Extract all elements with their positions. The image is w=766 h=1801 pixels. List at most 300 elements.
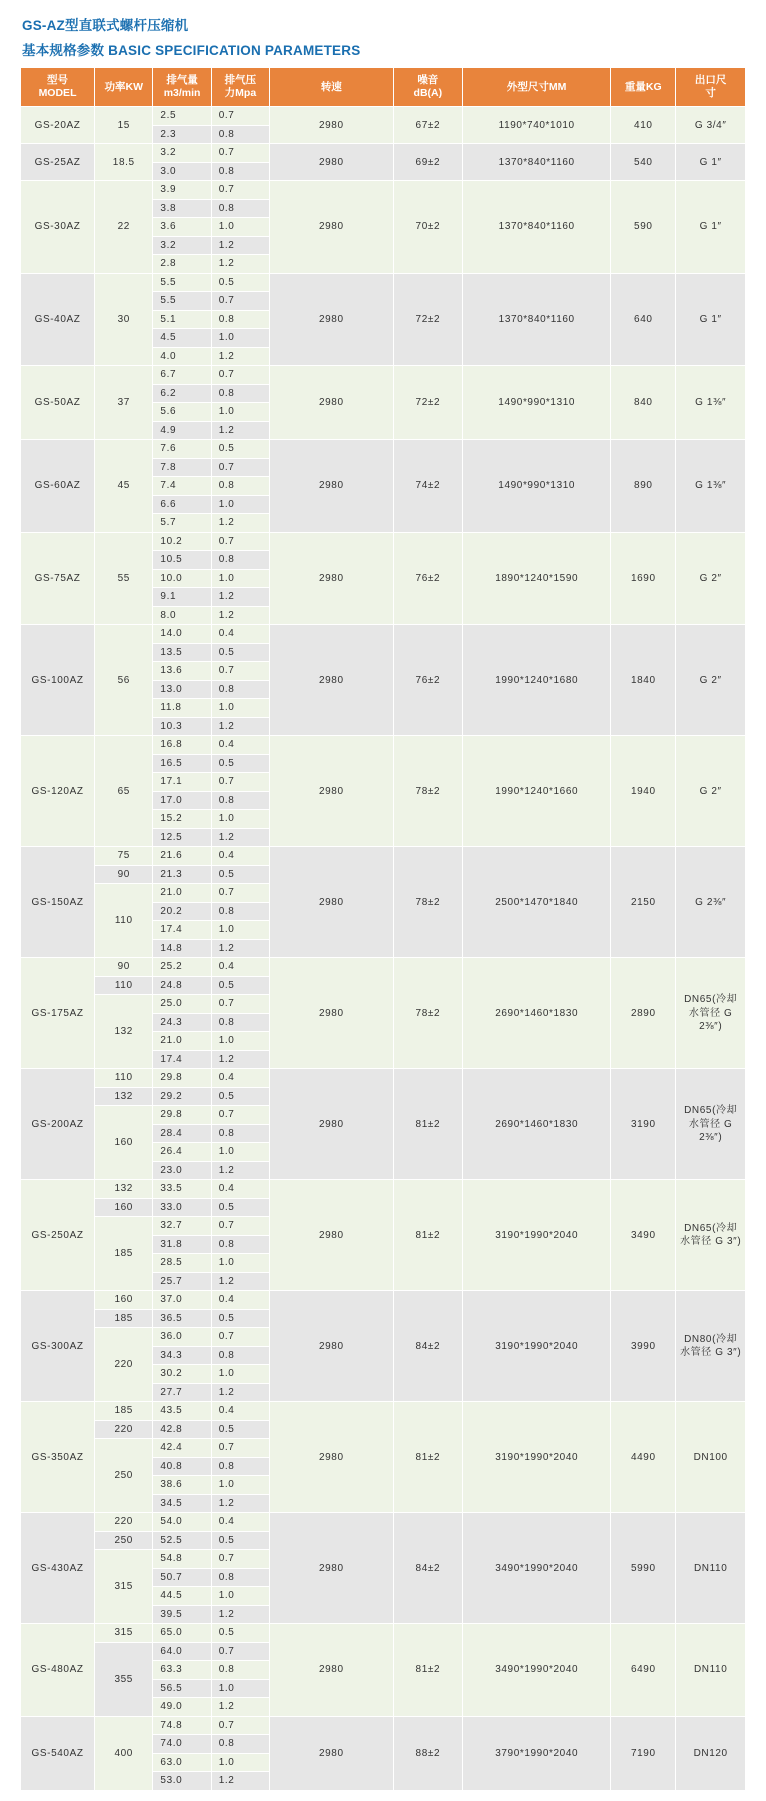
cell-weight: 1940 <box>611 736 676 847</box>
cell-pressure: 1.2 <box>211 1772 269 1791</box>
column-header-line2: MODEL <box>38 87 77 100</box>
cell-outlet: G 1″ <box>676 181 746 274</box>
cell-power: 250 <box>95 1439 153 1513</box>
cell-flow: 49.0 <box>153 1698 211 1717</box>
cell-pressure: 0.4 <box>211 625 269 644</box>
column-header-flow <box>153 68 211 107</box>
cell-flow: 53.0 <box>153 1772 211 1791</box>
cell-pressure: 0.7 <box>211 458 269 477</box>
cell-dimensions: 1370*840*1160 <box>463 181 611 274</box>
cell-flow: 28.5 <box>153 1254 211 1273</box>
cell-flow: 13.0 <box>153 680 211 699</box>
cell-weight: 1840 <box>611 625 676 736</box>
cell-pressure: 0.8 <box>211 125 269 144</box>
cell-outlet: DN65(冷却水管径 G 3″) <box>676 1180 746 1291</box>
cell-power: 132 <box>95 995 153 1069</box>
cell-noise: 81±2 <box>393 1069 463 1180</box>
cell-power: 56 <box>95 625 153 736</box>
cell-flow: 3.0 <box>153 162 211 181</box>
column-header-line1: 重量KG <box>624 80 662 93</box>
cell-dimensions: 2690*1460*1830 <box>463 1069 611 1180</box>
cell-power: 315 <box>95 1550 153 1624</box>
cell-flow: 63.3 <box>153 1661 211 1680</box>
cell-flow: 54.8 <box>153 1550 211 1569</box>
cell-pressure: 0.7 <box>211 884 269 903</box>
cell-pressure: 0.8 <box>211 551 269 570</box>
cell-pressure: 0.4 <box>211 1513 269 1532</box>
cell-flow: 29.8 <box>153 1069 211 1088</box>
cell-pressure: 0.7 <box>211 1106 269 1125</box>
table-row <box>21 366 746 385</box>
cell-speed: 2980 <box>270 1291 393 1402</box>
cell-pressure: 0.8 <box>211 1457 269 1476</box>
cell-flow: 52.5 <box>153 1531 211 1550</box>
cell-dimensions: 3190*1990*2040 <box>463 1180 611 1291</box>
cell-power: 160 <box>95 1291 153 1310</box>
cell-flow: 21.3 <box>153 865 211 884</box>
cell-speed: 2980 <box>270 958 393 1069</box>
cell-pressure: 0.8 <box>211 680 269 699</box>
cell-power: 22 <box>95 181 153 274</box>
table-row <box>21 440 746 459</box>
cell-pressure: 1.0 <box>211 329 269 348</box>
cell-flow: 10.3 <box>153 717 211 736</box>
column-header-line1: 型号 <box>47 74 69 86</box>
cell-weight: 1690 <box>611 532 676 625</box>
cell-pressure: 1.2 <box>211 606 269 625</box>
cell-power: 160 <box>95 1198 153 1217</box>
cell-outlet: G 2″ <box>676 736 746 847</box>
cell-noise: 84±2 <box>393 1513 463 1624</box>
cell-model: GS-20AZ <box>21 107 95 144</box>
cell-pressure: 0.4 <box>211 1291 269 1310</box>
cell-flow: 10.0 <box>153 569 211 588</box>
cell-flow: 29.8 <box>153 1106 211 1125</box>
column-header-model <box>21 68 95 107</box>
table-row <box>21 144 746 163</box>
cell-pressure: 0.7 <box>211 107 269 126</box>
cell-flow: 21.6 <box>153 847 211 866</box>
cell-weight: 6490 <box>611 1624 676 1717</box>
cell-flow: 37.0 <box>153 1291 211 1310</box>
column-header-line2: 寸 <box>705 87 716 100</box>
cell-pressure: 1.2 <box>211 1605 269 1624</box>
table-row <box>21 958 746 977</box>
cell-flow: 34.3 <box>153 1346 211 1365</box>
cell-speed: 2980 <box>270 144 393 181</box>
column-header-line1: 转速 <box>320 80 342 93</box>
cell-weight: 3990 <box>611 1291 676 1402</box>
cell-weight: 3490 <box>611 1180 676 1291</box>
cell-outlet: DN100 <box>676 1402 746 1513</box>
cell-flow: 20.2 <box>153 902 211 921</box>
cell-speed: 2980 <box>270 273 393 366</box>
cell-pressure: 0.8 <box>211 1346 269 1365</box>
cell-pressure: 0.7 <box>211 995 269 1014</box>
cell-power: 220 <box>95 1328 153 1402</box>
cell-pressure: 0.7 <box>211 1642 269 1661</box>
cell-weight: 410 <box>611 107 676 144</box>
cell-model: GS-60AZ <box>21 440 95 533</box>
cell-power: 37 <box>95 366 153 440</box>
cell-speed: 2980 <box>270 1402 393 1513</box>
cell-pressure: 0.5 <box>211 1531 269 1550</box>
cell-pressure: 0.5 <box>211 273 269 292</box>
cell-pressure: 1.0 <box>211 569 269 588</box>
cell-flow: 9.1 <box>153 588 211 607</box>
cell-flow: 17.0 <box>153 791 211 810</box>
cell-pressure: 1.0 <box>211 699 269 718</box>
table-row <box>21 273 746 292</box>
cell-flow: 17.1 <box>153 773 211 792</box>
cell-noise: 67±2 <box>393 107 463 144</box>
cell-power: 55 <box>95 532 153 625</box>
cell-outlet: G 1″ <box>676 273 746 366</box>
cell-weight: 640 <box>611 273 676 366</box>
cell-dimensions: 3190*1990*2040 <box>463 1402 611 1513</box>
column-header-speed <box>270 68 393 107</box>
cell-dimensions: 1490*990*1310 <box>463 440 611 533</box>
table-row <box>21 1716 746 1735</box>
cell-flow: 5.7 <box>153 514 211 533</box>
cell-flow: 38.6 <box>153 1476 211 1495</box>
column-header-line2: 力Mpa <box>224 87 257 100</box>
cell-model: GS-100AZ <box>21 625 95 736</box>
cell-pressure: 1.2 <box>211 1050 269 1069</box>
cell-model: GS-150AZ <box>21 847 95 958</box>
cell-power: 18.5 <box>95 144 153 181</box>
cell-dimensions: 1190*740*1010 <box>463 107 611 144</box>
cell-pressure: 1.2 <box>211 421 269 440</box>
cell-flow: 2.5 <box>153 107 211 126</box>
cell-power: 45 <box>95 440 153 533</box>
cell-model: GS-175AZ <box>21 958 95 1069</box>
cell-pressure: 1.2 <box>211 347 269 366</box>
cell-noise: 81±2 <box>393 1180 463 1291</box>
cell-noise: 76±2 <box>393 532 463 625</box>
cell-weight: 3190 <box>611 1069 676 1180</box>
cell-outlet: G 2⅜″ <box>676 847 746 958</box>
column-header-line1: 外型尺寸MM <box>506 80 567 93</box>
cell-pressure: 0.7 <box>211 1439 269 1458</box>
cell-flow: 33.0 <box>153 1198 211 1217</box>
cell-pressure: 0.8 <box>211 902 269 921</box>
cell-pressure: 0.5 <box>211 1087 269 1106</box>
cell-speed: 2980 <box>270 1716 393 1790</box>
cell-speed: 2980 <box>270 736 393 847</box>
cell-pressure: 0.8 <box>211 384 269 403</box>
cell-noise: 84±2 <box>393 1291 463 1402</box>
cell-flow: 13.5 <box>153 643 211 662</box>
cell-flow: 4.5 <box>153 329 211 348</box>
cell-outlet: DN65(冷却水管径 G 2⅜″) <box>676 1069 746 1180</box>
cell-power: 110 <box>95 976 153 995</box>
cell-flow: 5.5 <box>153 292 211 311</box>
cell-pressure: 0.7 <box>211 1328 269 1347</box>
cell-pressure: 1.0 <box>211 403 269 422</box>
cell-pressure: 1.2 <box>211 717 269 736</box>
cell-noise: 69±2 <box>393 144 463 181</box>
cell-flow: 36.0 <box>153 1328 211 1347</box>
cell-outlet: G 1″ <box>676 144 746 181</box>
specification-table <box>20 67 746 1791</box>
cell-dimensions: 1990*1240*1660 <box>463 736 611 847</box>
cell-flow: 74.0 <box>153 1735 211 1754</box>
cell-flow: 11.8 <box>153 699 211 718</box>
cell-noise: 81±2 <box>393 1402 463 1513</box>
cell-pressure: 0.5 <box>211 1420 269 1439</box>
cell-power: 90 <box>95 865 153 884</box>
table-row <box>21 1291 746 1310</box>
cell-flow: 21.0 <box>153 1032 211 1051</box>
cell-power: 15 <box>95 107 153 144</box>
cell-flow: 65.0 <box>153 1624 211 1643</box>
cell-power: 75 <box>95 847 153 866</box>
cell-flow: 21.0 <box>153 884 211 903</box>
cell-flow: 31.8 <box>153 1235 211 1254</box>
cell-power: 220 <box>95 1513 153 1532</box>
cell-model: GS-25AZ <box>21 144 95 181</box>
cell-pressure: 0.4 <box>211 736 269 755</box>
cell-weight: 590 <box>611 181 676 274</box>
cell-model: GS-480AZ <box>21 1624 95 1717</box>
column-header-line1: 排气量 <box>166 74 198 86</box>
cell-pressure: 0.7 <box>211 1217 269 1236</box>
cell-speed: 2980 <box>270 625 393 736</box>
table-row <box>21 1624 746 1643</box>
cell-flow: 17.4 <box>153 1050 211 1069</box>
cell-pressure: 0.5 <box>211 754 269 773</box>
cell-pressure: 1.2 <box>211 1383 269 1402</box>
cell-pressure: 0.7 <box>211 773 269 792</box>
cell-dimensions: 1490*990*1310 <box>463 366 611 440</box>
cell-weight: 2890 <box>611 958 676 1069</box>
column-header-line1: 排气压 <box>224 74 257 86</box>
cell-pressure: 0.8 <box>211 1124 269 1143</box>
cell-outlet: DN120 <box>676 1716 746 1790</box>
cell-flow: 3.6 <box>153 218 211 237</box>
cell-flow: 25.0 <box>153 995 211 1014</box>
cell-model: GS-250AZ <box>21 1180 95 1291</box>
column-header-noise <box>393 68 463 107</box>
cell-noise: 72±2 <box>393 273 463 366</box>
cell-power: 65 <box>95 736 153 847</box>
cell-outlet: G 1⅜″ <box>676 366 746 440</box>
cell-flow: 50.7 <box>153 1568 211 1587</box>
cell-power: 132 <box>95 1180 153 1199</box>
cell-model: GS-430AZ <box>21 1513 95 1624</box>
cell-flow: 4.0 <box>153 347 211 366</box>
cell-dimensions: 1890*1240*1590 <box>463 532 611 625</box>
cell-flow: 17.4 <box>153 921 211 940</box>
cell-pressure: 0.4 <box>211 1402 269 1421</box>
cell-flow: 39.5 <box>153 1605 211 1624</box>
cell-pressure: 0.7 <box>211 1550 269 1569</box>
cell-pressure: 0.7 <box>211 662 269 681</box>
cell-model: GS-350AZ <box>21 1402 95 1513</box>
cell-flow: 7.6 <box>153 440 211 459</box>
cell-flow: 56.5 <box>153 1679 211 1698</box>
column-header-line1: 噪音 <box>417 74 439 86</box>
cell-weight: 7190 <box>611 1716 676 1790</box>
cell-flow: 2.3 <box>153 125 211 144</box>
cell-pressure: 1.0 <box>211 218 269 237</box>
cell-speed: 2980 <box>270 847 393 958</box>
cell-pressure: 1.2 <box>211 1494 269 1513</box>
cell-weight: 540 <box>611 144 676 181</box>
table-row <box>21 181 746 200</box>
cell-noise: 78±2 <box>393 736 463 847</box>
cell-dimensions: 2500*1470*1840 <box>463 847 611 958</box>
cell-flow: 10.5 <box>153 551 211 570</box>
cell-flow: 3.2 <box>153 144 211 163</box>
cell-flow: 5.5 <box>153 273 211 292</box>
column-header-line2: dB(A) <box>413 87 443 100</box>
cell-weight: 4490 <box>611 1402 676 1513</box>
table-row <box>21 107 746 126</box>
cell-flow: 23.0 <box>153 1161 211 1180</box>
table-row <box>21 736 746 755</box>
cell-flow: 74.8 <box>153 1716 211 1735</box>
cell-flow: 29.2 <box>153 1087 211 1106</box>
cell-pressure: 0.5 <box>211 1309 269 1328</box>
table-body <box>21 107 746 1791</box>
cell-pressure: 0.4 <box>211 1069 269 1088</box>
cell-power: 315 <box>95 1624 153 1643</box>
cell-pressure: 1.0 <box>211 1753 269 1772</box>
cell-flow: 10.2 <box>153 532 211 551</box>
cell-speed: 2980 <box>270 440 393 533</box>
cell-speed: 2980 <box>270 1513 393 1624</box>
cell-power: 160 <box>95 1106 153 1180</box>
cell-flow: 28.4 <box>153 1124 211 1143</box>
cell-flow: 5.1 <box>153 310 211 329</box>
cell-pressure: 1.0 <box>211 1679 269 1698</box>
cell-power: 185 <box>95 1309 153 1328</box>
cell-pressure: 0.5 <box>211 1624 269 1643</box>
cell-noise: 70±2 <box>393 181 463 274</box>
cell-pressure: 0.8 <box>211 1735 269 1754</box>
cell-flow: 2.8 <box>153 255 211 274</box>
cell-flow: 32.7 <box>153 1217 211 1236</box>
cell-flow: 6.6 <box>153 495 211 514</box>
cell-pressure: 0.8 <box>211 162 269 181</box>
cell-dimensions: 1370*840*1160 <box>463 273 611 366</box>
cell-flow: 3.2 <box>153 236 211 255</box>
cell-dimensions: 1370*840*1160 <box>463 144 611 181</box>
cell-flow: 5.6 <box>153 403 211 422</box>
cell-pressure: 0.8 <box>211 199 269 218</box>
cell-pressure: 0.7 <box>211 532 269 551</box>
column-header-outlet <box>676 68 746 107</box>
cell-noise: 72±2 <box>393 366 463 440</box>
cell-flow: 27.7 <box>153 1383 211 1402</box>
cell-pressure: 0.7 <box>211 181 269 200</box>
table-row <box>21 1069 746 1088</box>
table-row <box>21 532 746 551</box>
cell-dimensions: 3490*1990*2040 <box>463 1624 611 1717</box>
cell-power: 110 <box>95 1069 153 1088</box>
cell-dimensions: 3190*1990*2040 <box>463 1291 611 1402</box>
cell-pressure: 0.8 <box>211 1661 269 1680</box>
cell-flow: 14.8 <box>153 939 211 958</box>
column-header-dim <box>463 68 611 107</box>
cell-pressure: 0.8 <box>211 1013 269 1032</box>
cell-flow: 14.0 <box>153 625 211 644</box>
cell-power: 250 <box>95 1531 153 1550</box>
cell-flow: 7.4 <box>153 477 211 496</box>
cell-model: GS-40AZ <box>21 273 95 366</box>
cell-weight: 890 <box>611 440 676 533</box>
cell-flow: 54.0 <box>153 1513 211 1532</box>
cell-noise: 78±2 <box>393 847 463 958</box>
cell-outlet: DN80(冷却水管径 G 3″) <box>676 1291 746 1402</box>
cell-flow: 43.5 <box>153 1402 211 1421</box>
cell-flow: 25.2 <box>153 958 211 977</box>
cell-noise: 81±2 <box>393 1624 463 1717</box>
cell-flow: 30.2 <box>153 1365 211 1384</box>
cell-flow: 3.9 <box>153 181 211 200</box>
cell-model: GS-200AZ <box>21 1069 95 1180</box>
cell-pressure: 0.8 <box>211 310 269 329</box>
cell-pressure: 0.7 <box>211 1716 269 1735</box>
cell-pressure: 1.2 <box>211 255 269 274</box>
cell-noise: 88±2 <box>393 1716 463 1790</box>
cell-pressure: 1.2 <box>211 828 269 847</box>
cell-pressure: 0.4 <box>211 847 269 866</box>
cell-noise: 74±2 <box>393 440 463 533</box>
cell-flow: 24.3 <box>153 1013 211 1032</box>
cell-pressure: 0.5 <box>211 643 269 662</box>
cell-pressure: 0.7 <box>211 144 269 163</box>
cell-flow: 7.8 <box>153 458 211 477</box>
cell-outlet: DN110 <box>676 1624 746 1717</box>
cell-outlet: DN65(冷却水管径 G 2⅜″) <box>676 958 746 1069</box>
cell-pressure: 0.5 <box>211 440 269 459</box>
cell-pressure: 1.2 <box>211 1161 269 1180</box>
cell-power: 220 <box>95 1420 153 1439</box>
table-row <box>21 847 746 866</box>
cell-pressure: 1.0 <box>211 1587 269 1606</box>
cell-flow: 6.7 <box>153 366 211 385</box>
cell-flow: 40.8 <box>153 1457 211 1476</box>
cell-pressure: 0.5 <box>211 1198 269 1217</box>
table-row <box>21 1180 746 1199</box>
cell-flow: 3.8 <box>153 199 211 218</box>
cell-weight: 840 <box>611 366 676 440</box>
cell-flow: 16.8 <box>153 736 211 755</box>
page-title-en: 基本规格参数 BASIC SPECIFICATION PARAMETERS <box>22 43 361 58</box>
cell-dimensions: 3490*1990*2040 <box>463 1513 611 1624</box>
cell-flow: 8.0 <box>153 606 211 625</box>
cell-flow: 4.9 <box>153 421 211 440</box>
cell-pressure: 0.4 <box>211 1180 269 1199</box>
cell-power: 185 <box>95 1217 153 1291</box>
cell-flow: 24.8 <box>153 976 211 995</box>
cell-power: 132 <box>95 1087 153 1106</box>
cell-flow: 44.5 <box>153 1587 211 1606</box>
cell-flow: 64.0 <box>153 1642 211 1661</box>
cell-flow: 13.6 <box>153 662 211 681</box>
cell-outlet: G 1⅜″ <box>676 440 746 533</box>
table-row <box>21 625 746 644</box>
cell-speed: 2980 <box>270 1180 393 1291</box>
cell-pressure: 1.2 <box>211 514 269 533</box>
cell-flow: 34.5 <box>153 1494 211 1513</box>
cell-pressure: 0.5 <box>211 976 269 995</box>
cell-outlet: G 3/4″ <box>676 107 746 144</box>
cell-pressure: 0.8 <box>211 477 269 496</box>
